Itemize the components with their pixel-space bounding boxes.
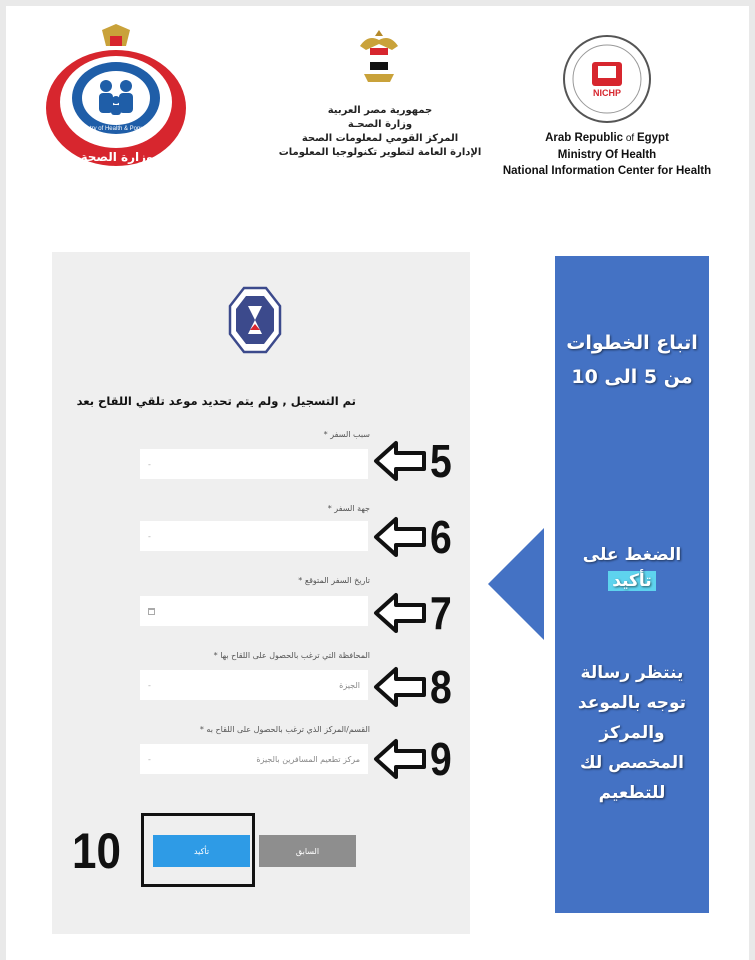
ministry-of-health-logo bbox=[40, 22, 192, 182]
nichp-logo bbox=[562, 34, 652, 124]
wait-message-instruction bbox=[555, 658, 709, 808]
arabic-header-line: المركز القومي لمعلومات الصحة bbox=[301, 133, 459, 144]
step-arrow-9 bbox=[372, 733, 456, 785]
confirm-button[interactable]: تأكيد bbox=[153, 835, 250, 867]
english-header-text bbox=[496, 130, 718, 179]
en-line1-small: of bbox=[623, 133, 637, 144]
instructions-panel bbox=[555, 256, 709, 913]
wait-line: والمركز bbox=[599, 723, 665, 743]
nichp-badge-text: NICHP bbox=[592, 88, 621, 98]
arabic-header-line: الإدارة العامة لتطوير تكنولوجيا المعلومات bbox=[278, 147, 482, 158]
step-number-10: 10 bbox=[72, 823, 121, 879]
steps-line: اتباع الخطوات bbox=[566, 332, 698, 354]
chevron-down-icon: - bbox=[148, 459, 151, 469]
step-arrow-8 bbox=[372, 661, 456, 713]
steps-instruction bbox=[555, 326, 709, 394]
travel-destination-select[interactable] bbox=[140, 521, 368, 551]
left-arrow-icon bbox=[372, 737, 428, 781]
chevron-down-icon: - bbox=[148, 531, 151, 541]
previous-button[interactable]: السابق bbox=[259, 835, 356, 867]
arabic-header-line: جمهورية مصر العربية bbox=[327, 105, 433, 116]
chevron-down-icon: - bbox=[148, 680, 151, 690]
press-on-text: الضغط على bbox=[582, 545, 682, 565]
step-number: 5 bbox=[430, 435, 452, 487]
governorate-select[interactable] bbox=[140, 670, 368, 700]
left-arrow-icon bbox=[372, 665, 428, 709]
en-line1-end: Egypt bbox=[636, 132, 669, 144]
press-confirm-instruction bbox=[555, 542, 709, 594]
governorate-value: الجيزة bbox=[339, 680, 360, 690]
travel-reason-label: سبب السفر * bbox=[323, 430, 370, 439]
step-arrow-6 bbox=[372, 511, 456, 563]
app-logo-icon bbox=[228, 284, 282, 356]
en-line3: National Information Center for Health bbox=[502, 165, 712, 177]
step-number: 6 bbox=[430, 511, 452, 563]
wait-line: المخصص لك bbox=[580, 753, 684, 773]
vaccination-center-value: مركز تطعيم المسافرين بالجيزة bbox=[256, 754, 360, 764]
en-line1-main: Arab Republic bbox=[545, 132, 624, 144]
left-arrow-icon bbox=[372, 591, 428, 635]
step-number: 8 bbox=[430, 661, 452, 713]
form-title: تم التسجيل , ولم يتم تحديد موعد تلقي اللقاح بعد bbox=[76, 394, 356, 408]
step-number: 9 bbox=[430, 733, 452, 785]
step-arrow-5 bbox=[372, 435, 456, 487]
vaccination-center-label: القسم/المركز الذي ترغب بالحصول على اللقاح به * bbox=[199, 725, 370, 734]
expected-travel-date-input[interactable] bbox=[140, 596, 368, 626]
expected-travel-date-label: تاريخ السفر المتوقع * bbox=[298, 576, 370, 585]
steps-line: من 5 الى 10 bbox=[571, 366, 693, 388]
ministry-logo-text-ar: وزارة الصحة والسكان bbox=[80, 150, 154, 178]
left-arrow-icon bbox=[372, 439, 428, 483]
large-left-arrow-icon bbox=[486, 528, 546, 640]
travel-reason-select[interactable] bbox=[140, 449, 368, 479]
vaccination-center-select[interactable] bbox=[140, 744, 368, 774]
wait-line: ينتظر رسالة bbox=[580, 663, 684, 683]
en-line2: Ministry Of Health bbox=[557, 149, 657, 161]
chevron-down-icon: - bbox=[148, 754, 151, 764]
wait-line: توجه بالموعد bbox=[577, 693, 687, 713]
step-number: 7 bbox=[430, 587, 452, 639]
arabic-header-line: وزارة الصحـة bbox=[347, 119, 413, 130]
wait-line: للتطعيم bbox=[598, 783, 666, 803]
egypt-eagle-emblem bbox=[356, 28, 402, 86]
calendar-icon bbox=[148, 608, 155, 615]
left-arrow-icon bbox=[372, 515, 428, 559]
confirm-highlight-text: تأكيد bbox=[608, 571, 655, 591]
arabic-header-text bbox=[250, 104, 510, 160]
governorate-label: المحافظة التي ترغب بالحصول على اللقاح بها * bbox=[213, 651, 370, 660]
travel-destination-label: جهة السفر * bbox=[327, 504, 370, 513]
step-arrow-7 bbox=[372, 587, 456, 639]
ministry-logo-text: Ministry of Health & Population bbox=[75, 126, 159, 132]
